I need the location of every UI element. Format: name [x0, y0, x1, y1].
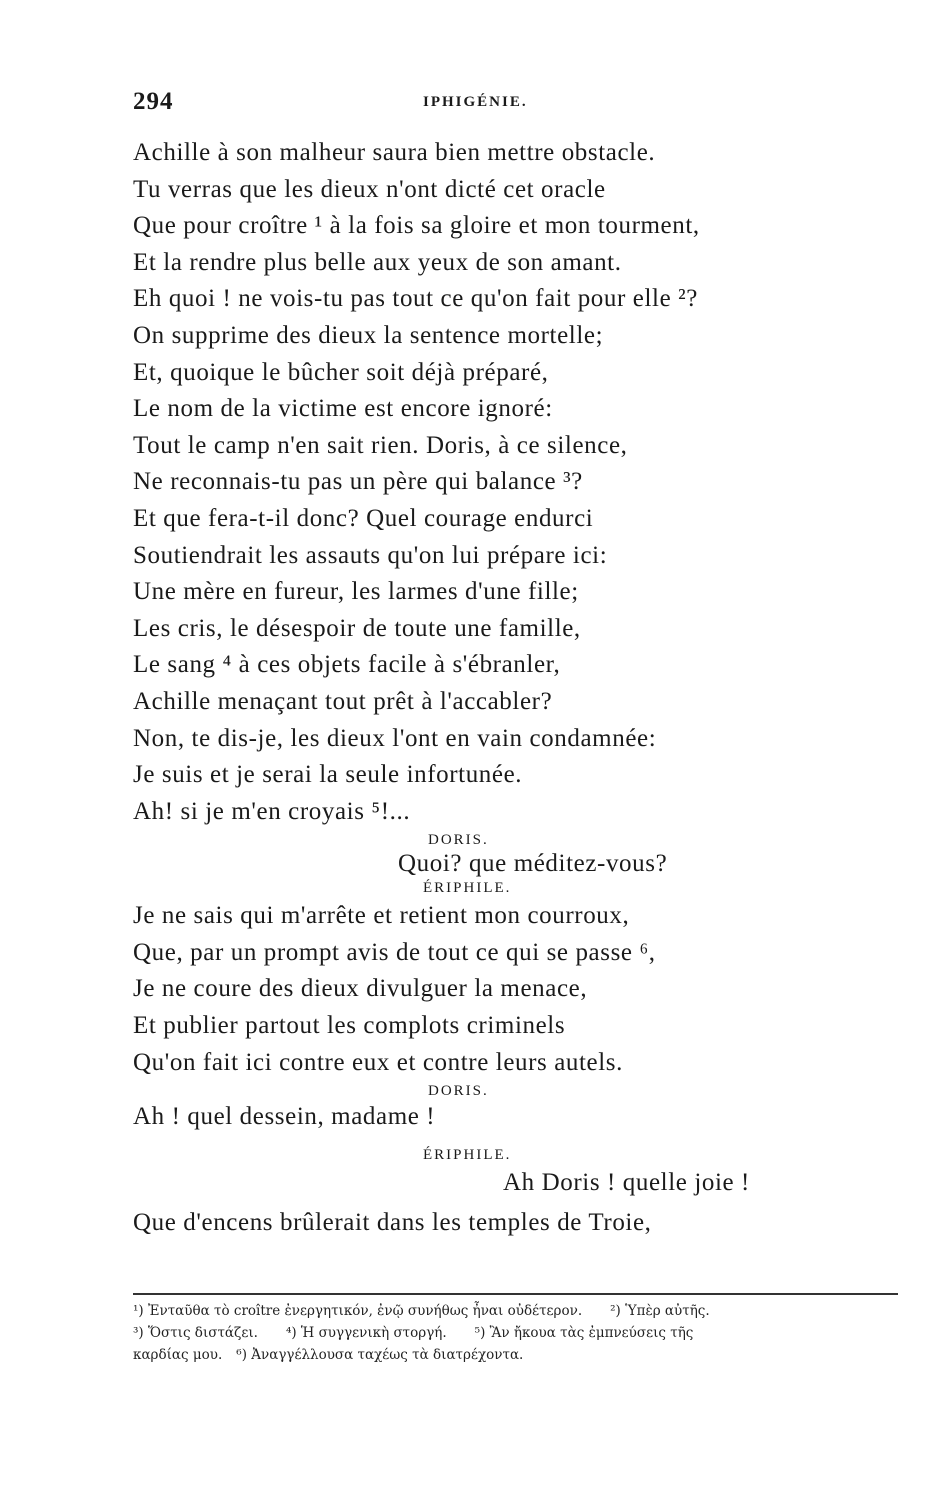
verse-line: On supprime des dieux la sentence mortelle;	[133, 321, 604, 349]
verse-line: Que, par un prompt avis de tout ce qui se passe ⁶,	[133, 938, 656, 966]
verse-line: Achille menaçant tout prêt à l'accabler?	[133, 687, 553, 715]
verse-line: Une mère en fureur, les larmes d'une fille;	[133, 578, 579, 606]
verse-line: Soutiendrait les assauts qu'on lui prépare ici:	[133, 541, 608, 569]
footnote: ⁴) Ἡ συγγενικὴ στοργή.	[285, 1325, 447, 1341]
verse-line: Le sang ⁴ à ces objets facile à s'ébranler,	[133, 651, 561, 679]
footnote: ²) Ὑπὲρ αὐτῆς.	[610, 1303, 710, 1319]
verse-line: Et publier partout les complots criminels	[133, 1012, 566, 1040]
verse-line: Tout le camp n'en sait rien. Doris, à ce silence,	[133, 431, 628, 459]
verse-line: Achille à son malheur saura bien mettre obstacle.	[133, 139, 656, 166]
footnote: ³) Ὅστις διστάζει.	[133, 1325, 258, 1341]
verse-line: Que pour croître ¹ à la fois sa gloire et mon tourment,	[133, 212, 700, 240]
verse-line: Qu'on fait ici contre eux et contre leurs autels.	[133, 1048, 623, 1076]
footnote-line	[133, 1344, 903, 1366]
footnote: ⁵) Ἂν ἤκουα τὰς ἐμπνεύσεις τῆς	[474, 1325, 694, 1341]
verse-line: Le nom de la victime est encore ignoré:	[133, 395, 553, 423]
footnote-line	[133, 1300, 903, 1322]
page-number: 294	[133, 88, 174, 115]
verse-line: Eh quoi ! ne vois-tu pas tout ce qu'on fait pour elle ²?	[133, 285, 698, 313]
footnote: ⁶) Ἀναγγέλλουσα ταχέως τὰ διατρέχοντα.	[236, 1347, 524, 1363]
speaker-name: DORIS.	[428, 832, 489, 849]
footnote: καρδίας μου.	[133, 1347, 223, 1363]
verse-line: Je suis et je serai la seule infortunée.	[133, 761, 523, 789]
verse-line: Je ne sais qui m'arrête et retient mon courroux,	[133, 902, 630, 930]
verse-line: Ah Doris ! quelle joie !	[503, 1169, 750, 1197]
verse-line: Quoi? que méditez-vous?	[398, 850, 668, 878]
verse-line: Non, te dis-je, les dieux l'ont en vain condamnée:	[133, 724, 657, 752]
verse-line: Que d'encens brûlerait dans les temples de Troie,	[133, 1209, 652, 1237]
verse-line: Et, quoique le bûcher soit déjà préparé,	[133, 358, 549, 386]
footnote-rule	[133, 1293, 898, 1295]
footnote-line	[133, 1322, 903, 1344]
verse-line: Ah ! quel dessein, madame !	[133, 1103, 436, 1131]
verse-line: Ah! si je m'en croyais ⁵!...	[133, 797, 411, 825]
verse-line: Tu verras que les dieux n'ont dicté cet oracle	[133, 175, 606, 203]
page-header	[133, 88, 723, 118]
speaker-name: ÉRIPHILE.	[423, 880, 512, 897]
verse-line: Et la rendre plus belle aux yeux de son amant.	[133, 248, 622, 276]
running-title: IPHIGÉNIE.	[423, 94, 528, 110]
verse-line: Je ne coure des dieux divulguer la menace,	[133, 975, 588, 1003]
footnote: ¹) Ἐνταῦθα τὸ croître ἐνεργητικόν, ἐνῷ συνήθως ἦναι οὐδέτερον.	[133, 1303, 583, 1319]
footnotes	[133, 1300, 903, 1366]
verse-line: Les cris, le désespoir de toute une famille,	[133, 614, 581, 642]
verse-line: Ne reconnais-tu pas un père qui balance ³?	[133, 468, 583, 496]
speaker-name: DORIS.	[428, 1083, 489, 1100]
verse-text	[133, 135, 833, 1242]
speaker-name: ÉRIPHILE.	[423, 1147, 512, 1164]
verse-line: Et que fera-t-il donc? Quel courage endurci	[133, 504, 594, 532]
